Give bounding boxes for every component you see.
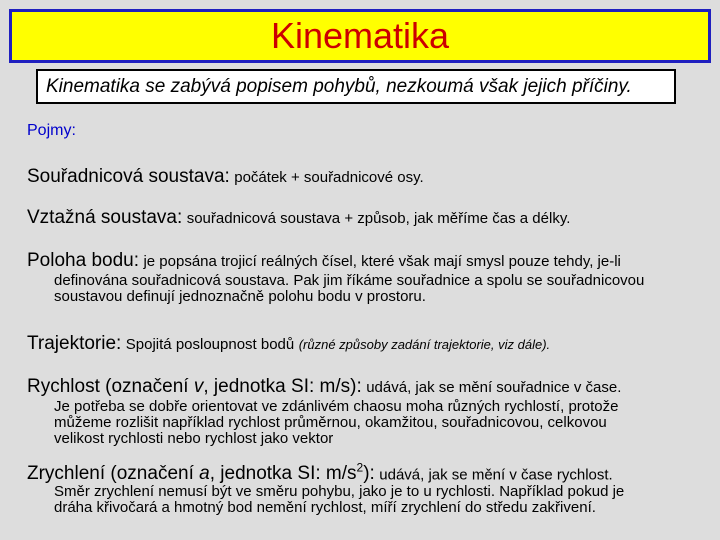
- term-head: Souřadnicová soustava:: [27, 166, 230, 187]
- pojmy-label: Pojmy:: [27, 122, 76, 139]
- definition-box: [36, 69, 676, 104]
- rychlost-detail: [54, 399, 618, 447]
- term-head: Trajektorie:: [27, 333, 122, 354]
- term-head: Rychlost (označení v, jednotka SI: m/s):: [27, 376, 362, 397]
- term-souradnicova: [27, 166, 424, 188]
- title-bar: [9, 9, 711, 63]
- detail-line: Je potřeba se dobře orientovat ve zdánlivém chaosu moha různých rychlostí, protože: [54, 398, 619, 415]
- term-desc: Spojitá posloupnost bodů: [125, 336, 295, 353]
- term-head: Zrychlení (označení a, jednotka SI: $m/s^2$):: [27, 461, 375, 485]
- definition-text: Kinematika se zabývá popisem pohybů, nezkoumá však jejich příčiny.: [46, 75, 632, 97]
- term-vztazna: [27, 207, 570, 229]
- slide-title: Kinematika: [270, 15, 450, 56]
- term-zrychleni: [27, 461, 613, 485]
- detail-line: můžeme rozlišit například rychlost průměrnou, okamžitou, souřadnicovou, celkovou: [54, 414, 607, 431]
- term-desc: udává, jak se mění v čase rychlost.: [379, 466, 613, 484]
- term-head: Poloha bodu:: [27, 250, 139, 271]
- detail-line: soustavou definují jednoznačně polohu bodu v prostoru.: [54, 288, 426, 305]
- term-note: (různé způsoby zadání trajektorie, viz dále).: [298, 337, 551, 352]
- zrychleni-detail: [54, 484, 624, 516]
- symbol-v: v: [193, 376, 204, 397]
- detail-line: definována souřadnicová soustava. Pak jim říkáme souřadnice a spolu se souřadnicovou: [54, 272, 645, 289]
- term-desc: udává, jak se mění souřadnice v čase.: [366, 379, 622, 396]
- term-desc: je popsána trojicí reálných čísel, které však mají smysl pouze tehdy, je-li: [143, 253, 621, 270]
- term-trajektorie: [27, 333, 550, 355]
- detail-line: Směr zrychlení nemusí být ve směru pohybu, jako je to u rychlosti. Například pokud je: [54, 483, 625, 500]
- term-desc: počátek + souřadnicové osy.: [234, 169, 424, 186]
- term-desc: souřadnicová soustava + způsob, jak měříme čas a délky.: [186, 210, 571, 227]
- term-poloha: [27, 250, 621, 272]
- poloha-detail: [54, 273, 644, 305]
- term-head: Vztažná soustava:: [27, 207, 183, 228]
- term-rychlost: [27, 376, 621, 398]
- detail-line: dráha křivočará a hmotný bod nemění rychlost, míří zrychlení do středu zakřivení.: [54, 499, 596, 516]
- detail-line: velikost rychlosti nebo rychlost jako vektor: [54, 430, 334, 447]
- symbol-a: a: [199, 463, 210, 485]
